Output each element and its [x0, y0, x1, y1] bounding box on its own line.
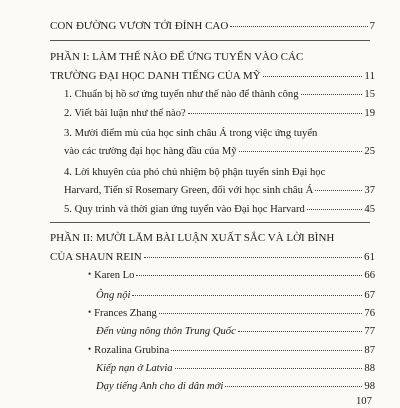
- cut-off-page-number: 107: [356, 396, 372, 407]
- essay-entry: [96, 380, 375, 393]
- part1-title-line2: TRƯỜNG ĐẠI HỌC DANH TIẾNG CỦA MỸ: [50, 70, 261, 82]
- part1-item-2: [64, 107, 375, 120]
- dot-leader: [175, 368, 363, 369]
- part1-item-4-line1: 4. Lời khuyên của phó chủ nhiệm bộ phận tuyển sinh Đại học: [64, 167, 326, 178]
- part2-title: [50, 251, 375, 264]
- essay-entry: [96, 289, 375, 302]
- author-entry: [88, 344, 375, 357]
- item-title-line2: Harvard, Tiến sĩ Rosemary Green, đối với học sinh châu Á: [64, 185, 314, 196]
- essay-title: Dạy tiếng Anh cho di dân mới: [96, 381, 224, 392]
- essay-page: 88: [364, 363, 375, 374]
- essay-title: Đến vùng nông thôn Trung Quốc: [96, 326, 236, 337]
- author-entry: [88, 307, 375, 320]
- bullet-icon: •: [88, 269, 92, 279]
- essay-page: 98: [364, 381, 375, 392]
- part1-item-1: [64, 88, 375, 101]
- dot-leader: [307, 209, 363, 210]
- essay-page: 67: [364, 290, 375, 301]
- dot-leader: [301, 94, 363, 95]
- dot-leader: [239, 151, 363, 152]
- author-page: 66: [364, 270, 375, 281]
- item-page: 37: [364, 185, 375, 196]
- item-page: 19: [364, 108, 375, 119]
- dot-leader: [225, 386, 362, 387]
- essay-page: 77: [364, 326, 375, 337]
- section-divider: [50, 222, 370, 223]
- item-title: 1. Chuẩn bị hồ sơ ứng tuyển như thế nào để thành công: [64, 89, 299, 100]
- bullet-icon: •: [88, 307, 92, 317]
- toc-intro-page: 7: [369, 20, 375, 32]
- bullet-icon: •: [88, 344, 92, 354]
- part2-page: 61: [364, 251, 375, 263]
- item-page: 45: [364, 204, 375, 215]
- part1-item-3-line1: 3. Mười điểm mù của học sinh châu Á trong việc ứng tuyển: [64, 128, 318, 139]
- section-divider: [50, 40, 370, 41]
- author-page: 76: [364, 308, 375, 319]
- essay-title: Ông nội: [96, 290, 131, 301]
- dot-leader: [230, 26, 367, 27]
- item-title-line2: vào các trường đại học hàng đầu của Mỹ: [64, 146, 237, 157]
- item-title: 2. Viết bài luận như thế nào?: [64, 108, 186, 119]
- part1-page: 11: [364, 70, 375, 82]
- dot-leader: [132, 295, 362, 296]
- dot-leader: [171, 350, 362, 351]
- dot-leader: [238, 331, 363, 332]
- toc-intro: [50, 20, 375, 33]
- dot-leader: [159, 313, 363, 314]
- toc-intro-title: CON ĐƯỜNG VƯƠN TỚI ĐỈNH CAO: [50, 20, 229, 32]
- author-page: 87: [364, 345, 375, 356]
- part1-title: [50, 70, 375, 83]
- dot-leader: [188, 113, 363, 114]
- dot-leader: [136, 275, 362, 276]
- part2-title-line1: PHẦN II: MƯỜI LĂM BÀI LUẬN XUẤT SẮC VÀ LỜI BÌNH: [50, 232, 335, 244]
- essay-title: Kiếp nạn ở Latvia: [96, 363, 173, 374]
- dot-leader: [144, 257, 362, 258]
- part2-title-line2: CỦA SHAUN REIN: [50, 251, 142, 263]
- part1-item-3: [64, 145, 375, 158]
- item-title: 5. Quy trình và thời gian ứng tuyển vào Đại học Harvard: [64, 204, 305, 215]
- essay-entry: [96, 362, 375, 375]
- author-name: Rozalina Grubina: [94, 345, 170, 356]
- dot-leader: [315, 190, 362, 191]
- part1-item-5: [64, 203, 375, 216]
- part1-item-4: [64, 184, 375, 197]
- author-name: Karen Lo: [94, 270, 135, 281]
- item-page: 25: [364, 146, 375, 157]
- part1-title-line1: PHẦN I: LÀM THẾ NÀO ĐỂ ỨNG TUYỂN VÀO CÁC: [50, 51, 304, 63]
- author-entry: [88, 269, 375, 282]
- item-page: 15: [364, 89, 375, 100]
- dot-leader: [263, 76, 363, 77]
- essay-entry: [96, 325, 375, 338]
- author-name: Frances Zhang: [94, 308, 157, 319]
